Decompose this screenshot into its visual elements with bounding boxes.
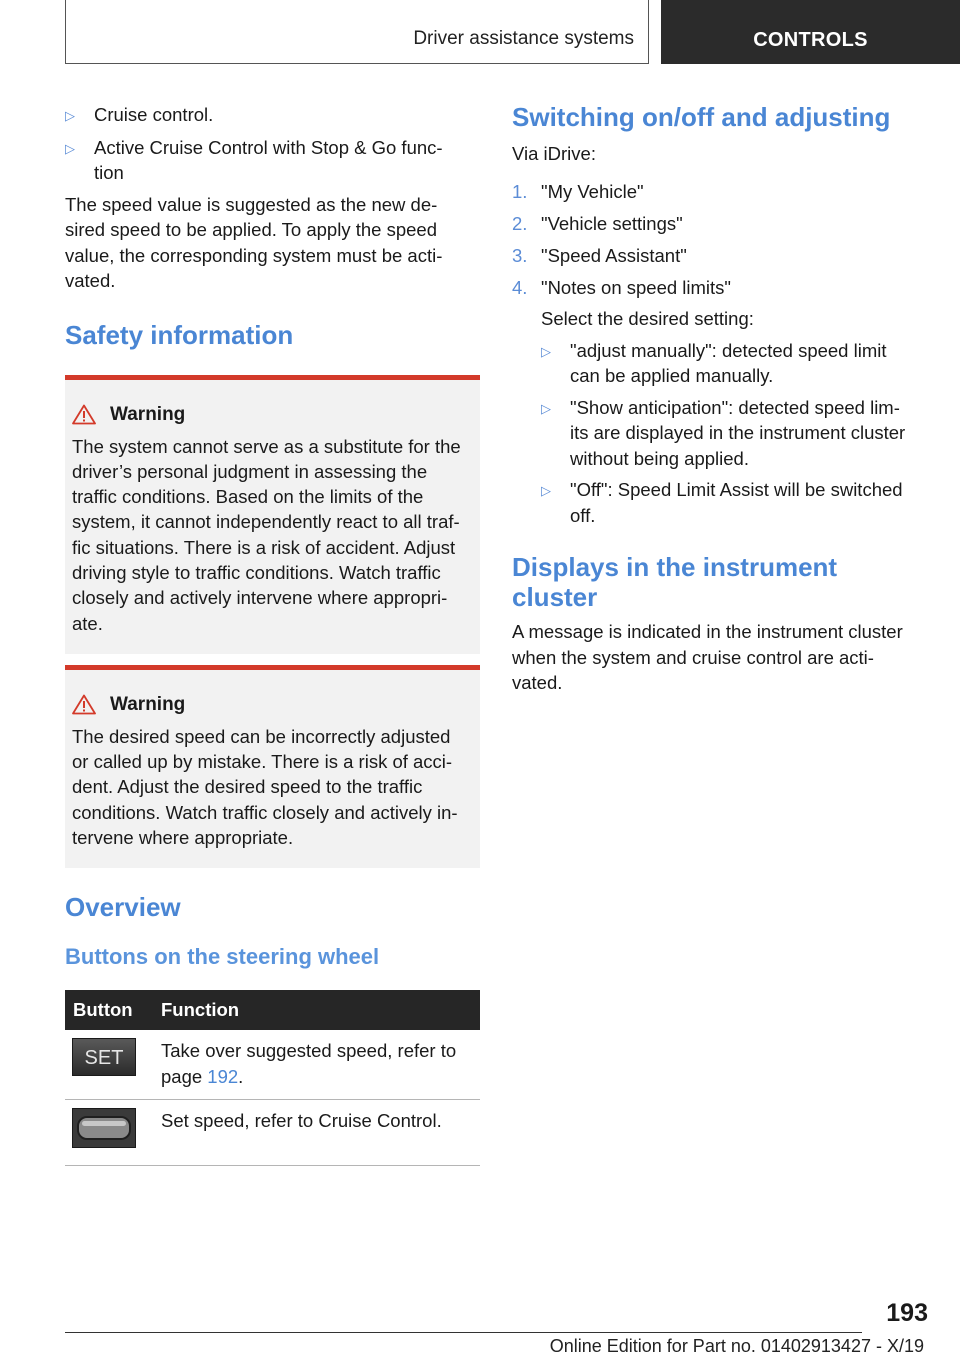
option-text: "Off": Speed Limit Assist will be switched off. (570, 479, 903, 526)
step-number: 3. (512, 244, 528, 266)
warning-title (72, 692, 473, 718)
list-item (512, 179, 924, 205)
step-text: "Speed Assistant" (541, 244, 687, 266)
footer-divider (65, 1332, 862, 1333)
select-setting-text: Select the desired setting: (541, 308, 754, 329)
list-item (512, 211, 924, 237)
via-idrive-text: Via iDrive: (512, 143, 596, 164)
step-number: 4. (512, 276, 528, 298)
warning-title (72, 402, 473, 428)
warning-text: The desired speed can be incorrectly adjusted or called up by mistake. There is a risk of acci- dent. Adjust the desired speed to the traffic conditions. Watch traffic closely and actively in- tervene where appropriate. (72, 725, 458, 849)
function-text: Take over suggested speed, refer to page (161, 1040, 457, 1087)
right-column (512, 102, 924, 696)
list-item (541, 338, 924, 389)
triangle-bullet-icon: ▷ (65, 140, 75, 156)
list-item (65, 135, 480, 186)
triangle-bullet-icon: ▷ (541, 483, 551, 498)
step-text: "Vehicle settings" (541, 212, 683, 234)
step-text: "My Vehicle" (541, 180, 644, 202)
header-chapter-title: CONTROLS (753, 29, 868, 51)
page-link[interactable]: 192 (207, 1065, 239, 1087)
table-header-button: Button (65, 990, 153, 1030)
step-text: "Notes on speed limits" (541, 276, 731, 298)
warning-triangle-icon (72, 404, 96, 425)
header-chapter-tab (661, 0, 960, 64)
table-cell-function (153, 1030, 480, 1100)
table-row (65, 1030, 480, 1100)
header-section-tab (65, 0, 649, 64)
page-number: 193 (886, 1299, 928, 1327)
list-item (541, 395, 924, 472)
left-column (65, 102, 480, 1166)
function-text-end: . (238, 1065, 244, 1087)
step-number: 1. (512, 180, 528, 202)
table-row (65, 1100, 480, 1166)
buttons-heading: Buttons on the steering wheel (65, 944, 380, 970)
table-cell-icon (65, 1100, 153, 1166)
option-text: "adjust manually": detected speed limit can be applied manually. (570, 339, 887, 386)
step-number: 2. (512, 212, 528, 234)
displays-paragraph: A message is indicated in the instrument cluster when the system and cruise control are acti- vated. (512, 621, 903, 693)
table-header-function: Function (153, 990, 480, 1030)
warning-box-2 (65, 665, 480, 868)
option-text: "Show anticipation": detected speed lim- its are displayed in the instrument cluster without being applied. (570, 396, 906, 469)
switching-heading: Switching on/off and adjusting (512, 102, 891, 132)
warning-text: The system cannot serve as a substitute for the driver’s personal judgment in assessing the traffic conditions. Based on the limits of the system, it cannot independently react to all traf- fic situations. There is a risk of accident. Adjust driving style to traffic conditions. Watch traffic closely and actively intervene where appropri- ate. (72, 435, 461, 634)
footer-edition: Online Edition for Part no. 01402913427 - X/19 (549, 1336, 924, 1356)
table-cell-icon (65, 1030, 153, 1100)
triangle-bullet-icon: ▷ (65, 108, 75, 123)
table-cell-function: Set speed, refer to Cruise Control. (153, 1100, 480, 1166)
intro-paragraph: The speed value is suggested as the new de- sired speed to be applied. To apply the speed value, the corresponding system must be acti- vated. (65, 193, 443, 291)
buttons-table (65, 990, 480, 1166)
list-item (65, 102, 480, 129)
list-item (512, 275, 924, 301)
warning-title-text: Warning (110, 403, 186, 425)
list-item (541, 477, 924, 528)
overview-heading: Overview (65, 892, 181, 923)
step-4-details (512, 306, 924, 528)
list-item (512, 243, 924, 269)
bullet-text: Active Cruise Control with Stop & Go func- tion (94, 136, 443, 183)
rocker-switch-icon (72, 1108, 136, 1148)
set-button-label: SET (84, 1047, 124, 1070)
bullet-text: Cruise control. (94, 104, 214, 125)
safety-heading: Safety information (65, 319, 294, 350)
warning-box-1 (65, 375, 480, 654)
displays-heading: Displays in the instrument cluster (512, 552, 838, 612)
warning-triangle-icon (72, 694, 96, 715)
triangle-bullet-icon: ▷ (541, 343, 551, 359)
header-section-title: Driver assistance systems (413, 28, 634, 49)
set-button-icon (72, 1038, 136, 1076)
warning-title-text: Warning (110, 693, 186, 715)
triangle-bullet-icon: ▷ (541, 400, 551, 416)
